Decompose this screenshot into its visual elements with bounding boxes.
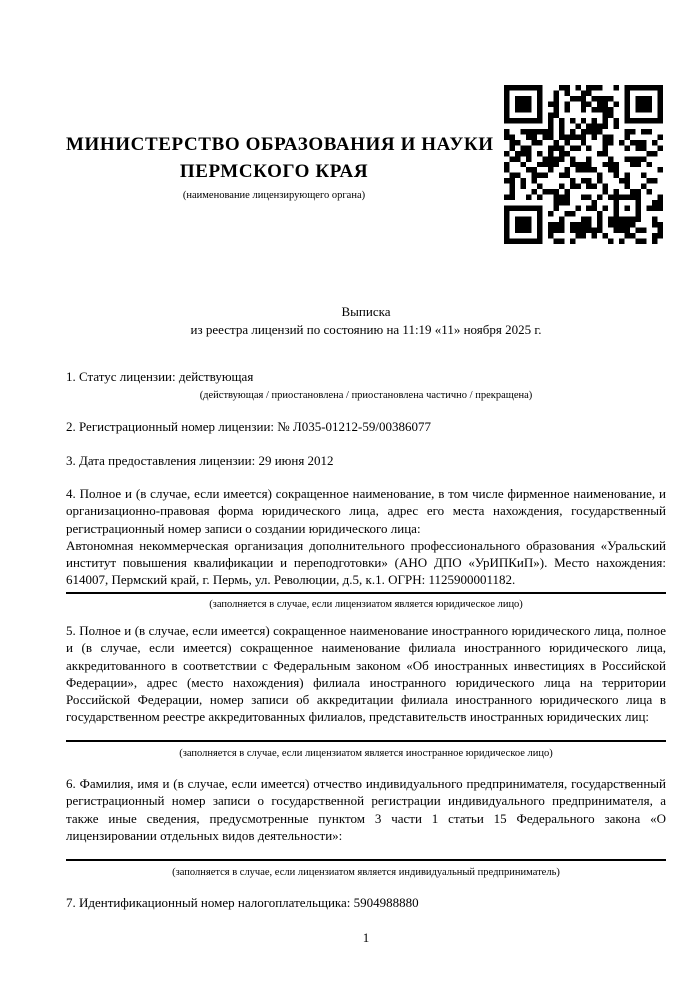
registration-number-text: 2. Регистрационный номер лицензии: № Л035-01212-59/00386077 — [66, 419, 432, 434]
foreign-entity-caption: (заполняется в случае, если лицензиатом является иностранное юридическое лицо) — [179, 747, 553, 759]
legal-entity-answer: Автономная некоммерческая организация дополнительного профессионального образования «Уральский институт повышения квалификации и переподготовки» (АНО ДПО «УрИПКиП»). Место нахождения: 614007, Пермский край, г. Пермь, ул. Революции, д.5, к.1. ОГРН: 1125900001182. — [66, 537, 666, 588]
item-grant-date — [66, 452, 666, 469]
authority-name-line2: ПЕРМСКОГО КРАЯ — [179, 161, 369, 182]
item-registration-number — [66, 418, 666, 435]
taxpayer-id-text: 7. Идентификационный номер налогоплательщика: 5904988880 — [66, 895, 419, 910]
legal-entity-caption: (заполняется в случае, если лицензиатом является юридическое лицо) — [209, 598, 523, 610]
license-status-caption: (действующая / приостановлена / приостановлена частично / прекращена) — [199, 390, 533, 402]
item-taxpayer-id — [66, 894, 666, 911]
item-legal-entity — [66, 485, 666, 611]
item-individual-entrepreneur — [66, 775, 666, 879]
individual-answer-underline — [66, 859, 666, 861]
foreign-entity-question: 5. Полное и (в случае, если имеется) сокращенное наименование иностранного юридического лица, полное и (в случае, если имеется) сокращенное наименование филиала иностранного юридического лица, аккредитованного в соответствии с Федеральным законом «Об иностранных инвестициях в Российской Федерации», адрес (место нахождения) филиала иностранного юридического лица на территории Российской Федерации, номер записи об аккредитации филиала иностранного юридического лица в государственном реестре аккредитованных филиалов, представительств иностранных юридических лиц: — [66, 623, 666, 725]
license-status-text: 1. Статус лицензии: действующая — [66, 369, 254, 384]
foreign-entity-answer-underline — [66, 740, 666, 742]
item-foreign-entity — [66, 622, 666, 760]
qr-code-image — [504, 85, 663, 244]
document-title — [66, 303, 666, 338]
page-number: 1 — [362, 930, 370, 945]
document-title-line2: из реестра лицензий по состоянию на 11:19 «11» ноября 2025 г. — [190, 321, 542, 337]
individual-caption: (заполняется в случае, если лицензиатом является индивидуальный предприниматель) — [172, 867, 560, 879]
authority-form-caption: (наименование лицензирующего органа) — [182, 190, 366, 201]
individual-question: 6. Фамилия, имя и (в случае, если имеется) отчество индивидуального предпринимателя, государственный регистрационный номер записи о государственной регистрации индивидуального предпринимателя, а также иные сведения, предусмотренные пунктом 3 части 1 статьи 15 Федерального закона «О лицензировании отдельных видов деятельности»: — [66, 776, 666, 843]
item-license-status — [66, 368, 666, 402]
legal-entity-answer-underline — [66, 592, 666, 594]
grant-date-text: 3. Дата предоставления лицензии: 29 июня 2012 — [66, 453, 334, 468]
legal-entity-question: 4. Полное и (в случае, если имеется) сокращенное наименование, в том числе фирменное наименование, и организационно-правовая форма юридического лица, адрес его места нахождения, государственный регистрационный номер записи о создании юридического лица: — [66, 486, 666, 536]
qr-code — [504, 85, 663, 244]
authority-name-line1: МИНИСТЕРСТВО ОБРАЗОВАНИЯ И НАУКИ — [66, 134, 494, 155]
licensing-authority-header — [66, 131, 494, 202]
document-title-line1: Выписка — [341, 304, 391, 319]
